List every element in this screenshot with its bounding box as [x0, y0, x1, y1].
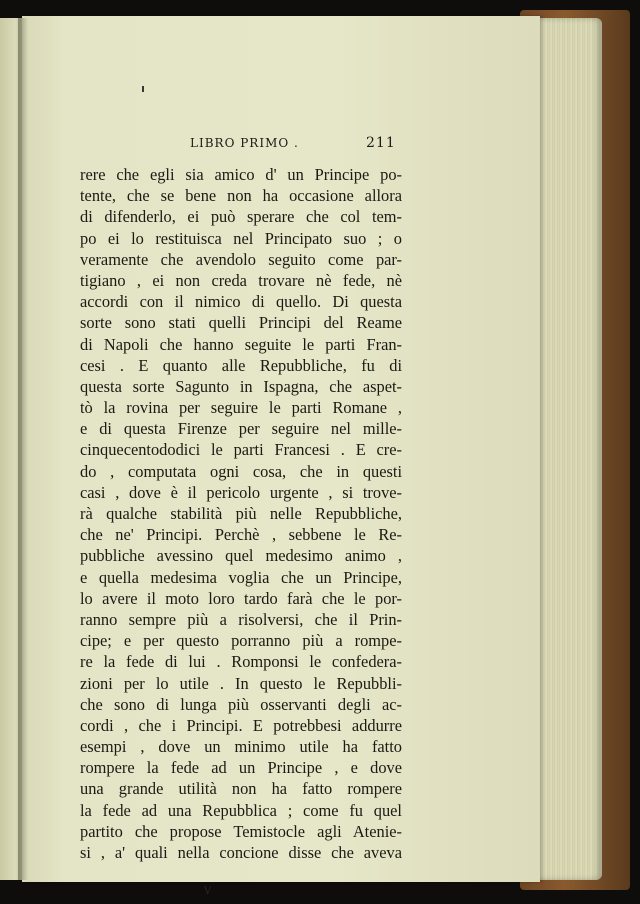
text-line: una grande utilità non ha fatto rompere [80, 779, 402, 799]
text-line: di difenderlo, ei può sperare che col tem- [80, 207, 402, 227]
text-line: che sono di lunga più osservanti degli ac- [80, 694, 402, 714]
running-head-title: LIBRO PRIMO . [190, 136, 299, 150]
text-line: rà qualche stabilità più nelle Repubbliche, [80, 504, 402, 523]
text-line: re la fede di lui . Romponsi le confedera- [80, 652, 402, 672]
text-line: tigiano , ei non creda trovare nè fede, nè [80, 270, 402, 290]
text-line: che ne' Principi. Perchè , sebbene le Re- [80, 525, 402, 545]
text-line: tò la rovina per seguire le parti Romane , [80, 398, 402, 418]
text-line: partito che propose Temistocle agli Atenie- [80, 821, 402, 841]
text-line: lo avere il moto loro tardo farà che le por- [80, 588, 402, 608]
text-line: rere che egli sia amico d' un Principe po- [80, 165, 402, 184]
text-line: e di questa Firenze per seguire nel mille- [80, 419, 402, 439]
text-line: questa sorte Sagunto in Ispagna, che aspet- [80, 376, 402, 396]
text-line: do , computata ogni cosa, che in questi [80, 461, 402, 481]
text-line: cipe; e per questo porranno più a rompe- [80, 631, 402, 651]
text-line: la fede ad una Repubblica ; come fu quel [80, 800, 402, 820]
text-line: si , a' quali nella concione disse che aveva [80, 843, 402, 862]
text-line: po ei lo restituisca nel Principato suo ; o [80, 228, 402, 248]
text-line: esempi , dove un minimo utile ha fatto [80, 737, 402, 757]
book-page [22, 16, 540, 897]
text-line: tente, che se bene non ha occasione allora [80, 186, 402, 206]
gutter-shadow [18, 18, 28, 880]
text-line: casi , dove è il pericolo urgente , si trove- [80, 482, 402, 502]
text-line: ranno sempre più a risolversi, che il Prin- [80, 609, 402, 629]
text-line: veramente che avendolo seguito come par- [80, 249, 402, 269]
body-text [80, 164, 402, 863]
text-line: zioni per lo utile . In questo le Repubbli- [80, 673, 402, 693]
text-line: cordi , che i Principi. E potrebbesi addurre [80, 715, 402, 735]
text-line: rompere la fede ad un Principe , e dove [80, 758, 402, 778]
running-head [168, 136, 408, 156]
ink-mark [142, 86, 144, 92]
text-line: pubbliche avessino quel medesimo animo , [80, 546, 402, 566]
text-line: sorte sono stati quelli Principi del Reame [80, 313, 402, 333]
text-line: cinquecentododici le parti Francesi . E cre- [80, 440, 402, 460]
signature-mark: V [204, 886, 212, 897]
text-line: accordi con il nimico di quello. Di questa [80, 292, 402, 312]
text-line: di Napoli che hanno seguite le parti Fran- [80, 334, 402, 354]
text-line: cesi . E quanto alle Repubbliche, fu di [80, 355, 402, 375]
text-line: e quella medesima voglia che un Principe, [80, 567, 402, 587]
page-number: 211 [366, 135, 396, 151]
